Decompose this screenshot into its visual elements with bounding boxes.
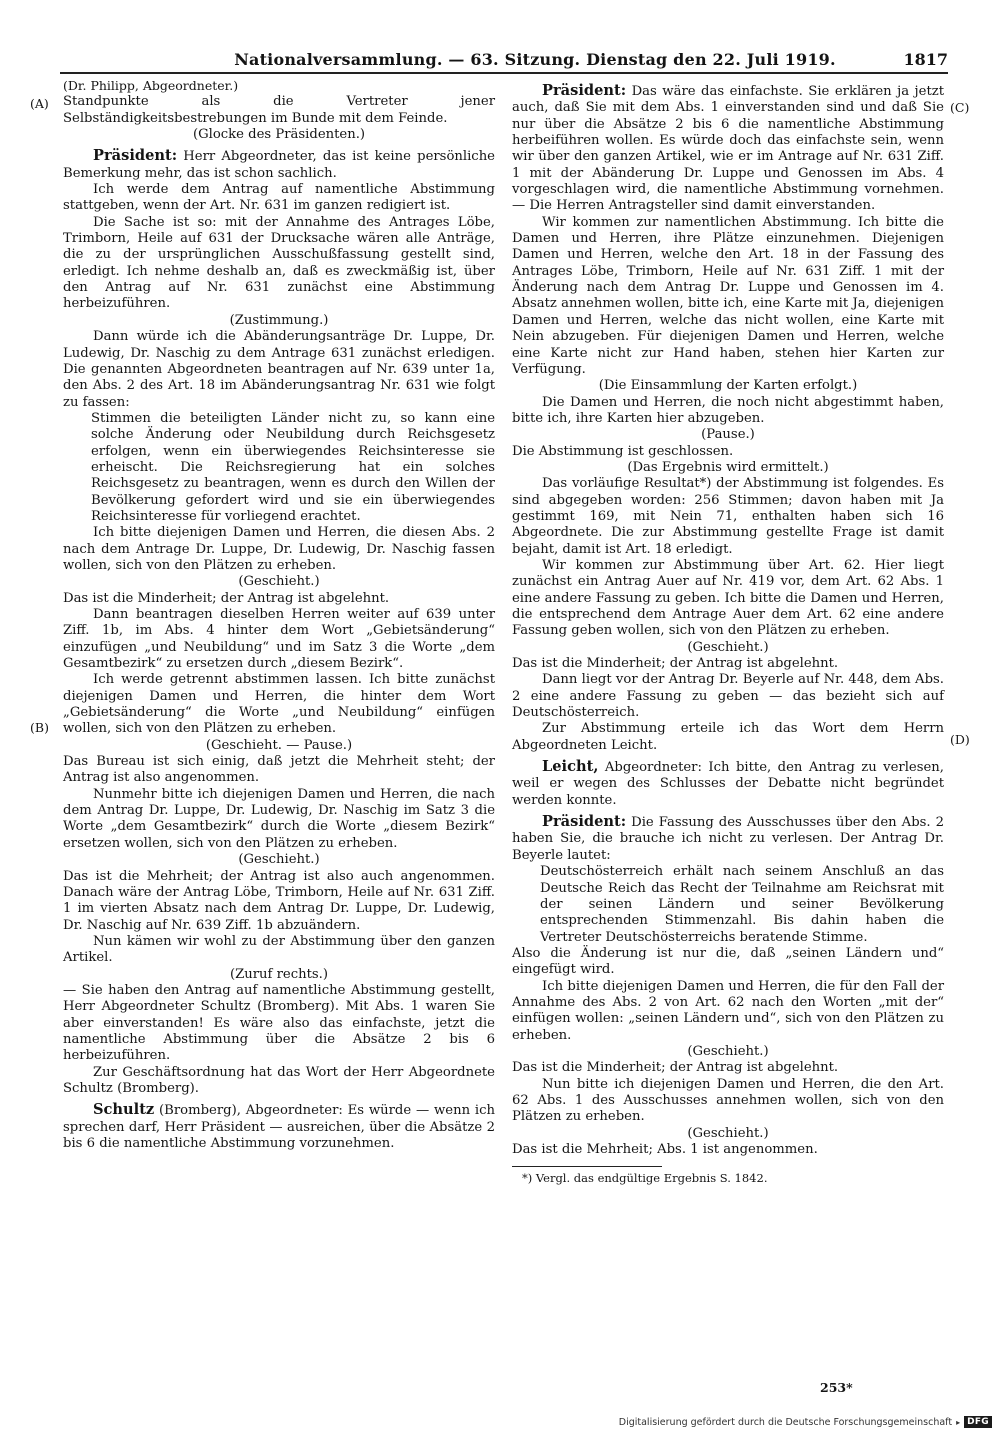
paragraph: Das ist die Minderheit; der Antrag ist abgelehnt. xyxy=(63,590,390,606)
page-header xyxy=(60,50,948,74)
stage-direction: (Geschieht.) xyxy=(238,574,320,590)
paragraph: Das ist die Mehrheit; der Antrag ist also auch angenommen. Danach wäre der Antrag Löbe, Trimborn, Heile auf Nr. 631 Ziff. 1 im vierten Absatz nach dem Antrag Dr. Luppe, Dr. Ludewig, Dr. Naschig auf Nr. 639 Ziff. 1b abzuändern. xyxy=(63,868,495,933)
paragraph: Also die Änderung ist nur die, daß „seinen Ländern und“ eingefügt wird. xyxy=(512,945,944,978)
stage-direction: (Geschieht.) xyxy=(687,1043,769,1059)
paragraph: Ich werde dem Antrag auf namentliche Abstimmung stattgeben, wenn der Art. Nr. 631 im ganzen redigiert ist. xyxy=(63,182,495,214)
quoted-text: Stimmen die beteiligten Länder nicht zu, so kann eine solche Änderung oder Neubildung durch Reichsgesetz erfolgen, wenn ein überwiegendes Reichsinteresse sie erheischt. Die Reichsregierung hat ein solches Reichsgesetz zu beantragen, wenn es durch den Willen der Bevölkerung gefordert wird und sie ein überwiegendes Reichsinteresse für vorliegend erachtet. xyxy=(91,410,495,524)
paragraph: Die Damen und Herren, die noch nicht abgestimmt haben, bitte ich, ihre Karten hier abzugeben. xyxy=(512,394,944,426)
speech-text: Abgeordneter: Ich bitte, den Antrag zu verlesen, weil er wegen des Schlusses der Debatte nicht begründet werden konnte. xyxy=(512,760,944,808)
stage-direction: (Zustimmung.) xyxy=(229,312,329,328)
paragraph: Ich bitte diejenigen Damen und Herren, die diesen Abs. 2 nach dem Antrage Dr. Luppe, Dr. Ludewig, Dr. Naschig fassen wollen, sich von den Plätzen zu erheben. xyxy=(63,525,495,573)
stage-direction: (Geschieht.) xyxy=(687,1125,769,1141)
speech-paragraph xyxy=(63,1102,495,1152)
paragraph: Dann liegt vor der Antrag Dr. Beyerle auf Nr. 448, dem Abs. 2 eine andere Fassung zu geben — das bezieht sich auf Deutschösterreich. xyxy=(512,672,944,721)
margin-mark-c: (C) xyxy=(950,100,970,115)
running-title: Nationalversammlung. — 63. Sitzung. Dienstag den 22. Juli 1919. xyxy=(234,50,836,69)
quoted-text: Deutschösterreich erhält nach seinem Anschluß an das Deutsche Reich das Recht der Teilnahme am Reichsrat mit der seinen Ländern und seiner Bevölkerung entsprechenden Stimmenzahl. Bis dahin haben die Vertreter Deutschösterreichs beratende Stimme. xyxy=(540,864,944,945)
stage-direction: (Zuruf rechts.) xyxy=(229,966,329,982)
speaker-continuation: (Dr. Philipp, Abgeordneter.) xyxy=(63,78,239,93)
stage-direction: (Das Ergebnis wird ermittelt.) xyxy=(627,459,829,475)
margin-mark-a: (A) xyxy=(30,96,49,111)
left-column xyxy=(63,78,495,1152)
paragraph: Dann würde ich die Abänderungsanträge Dr. Luppe, Dr. Ludewig, Dr. Naschig zu dem Antrage 631 zunächst erledigen. Die genannten Abgeordneten beantragen auf Nr. 639 unter 1a, den Abs. 2 des Art. 18 im Abänderungsantrag Nr. 631 wie folgt zu fassen: xyxy=(63,329,495,410)
dfg-logo-icon: ▸ xyxy=(956,1417,961,1427)
paragraph: Nun bitte ich diejenigen Damen und Herren, die den Art. 62 Abs. 1 des Ausschusses annehmen wollen, sich von den Plätzen zu erheben. xyxy=(512,1076,944,1125)
paragraph: Nunmehr bitte ich diejenigen Damen und Herren, die nach dem Antrag Dr. Luppe, Dr. Ludewig, Dr. Naschig im Satz 3 die Worte „dem Gesamtbezirk“ durch die Worte „diesem Bezirk“ ersetzen wollen, sich von den Plätzen zu erheben. xyxy=(63,786,495,851)
paragraph: Nun kämen wir wohl zu der Abstimmung über den ganzen Artikel. xyxy=(63,933,495,966)
paragraph: Dann beantragen dieselben Herren weiter auf 639 unter Ziff. 1b, im Abs. 4 hinter dem Wort „Gebietsänderung“ einzufügen „und Neubildung“ und im Satz 3 die Worte „dem Gesamtbezirk“ zu ersetzen durch „diesem Bezirk“. xyxy=(63,607,495,672)
speaker-name: Präsident: xyxy=(93,147,178,165)
paragraph: — Sie haben den Antrag auf namentliche Abstimmung gestellt, Herr Abgeordneter Schultz (Bromberg). Mit Abs. 1 waren Sie aber einverstanden! Es wäre also das einfachste, jetzt die namentliche Abstimmung über die Absätze 2 bis 6 herbeizuführen. xyxy=(63,982,495,1064)
dfg-credit-text: Digitalisierung gefördert durch die Deutsche Forschungsgemeinschaft xyxy=(618,1416,953,1428)
paragraph: Wir kommen zur Abstimmung über Art. 62. Hier liegt zunächst ein Antrag Auer auf Nr. 419 vor, dem Art. 62 Abs. 1 eine andere Fassung zu geben. Ich bitte die Damen und Herren, die entsprechend dem Antrage Auer dem Art. 62 eine andere Fassung geben wollen, sich von den Plätzen zu erheben. xyxy=(512,557,944,639)
paragraph: Die Abstimmung ist geschlossen. xyxy=(512,443,734,459)
speaker-name: Präsident: xyxy=(542,82,627,99)
footnote: *) Vergl. das endgültige Ergebnis S. 1842. xyxy=(522,1171,768,1186)
paragraph: Das ist die Minderheit; der Antrag ist abgelehnt. xyxy=(512,656,839,672)
speech-paragraph xyxy=(512,759,944,809)
paragraph: Das ist die Minderheit; der Antrag ist abgelehnt. xyxy=(512,1060,839,1076)
print-signature: 253* xyxy=(820,1380,853,1395)
speech-text: (Bromberg), Abgeordneter: Es würde — wenn ich sprechen darf, Herr Präsident — ausreichen, über die Absätze 2 bis 6 die namentliche Abstimmung vorzunehmen. xyxy=(63,1103,495,1151)
stage-direction: (Glocke des Präsidenten.) xyxy=(192,127,366,143)
paragraph: Ich bitte diejenigen Damen und Herren, die für den Fall der Annahme des Abs. 2 von Art. 62 nach den Worten „mit der“ einfügen wollen: „seinen Ländern und“, sich von den Plätzen zu erheben. xyxy=(512,978,944,1043)
stage-direction: (Pause.) xyxy=(701,427,755,443)
paragraph: Die Sache ist so: mit der Annahme des Antrages Löbe, Trimborn, Heile auf 631 der Drucksache wären alle Anträge, die zu der ursprünglichen Ausschußfassung gestellt sind, erledigt. Ich nehme deshalb an, daß es zweckmäßig ist, über den Antrag auf Nr. 631 zunächst eine Abstimmung herbeizuführen. xyxy=(63,214,495,312)
paragraph: Wir kommen zur namentlichen Abstimmung. Ich bitte die Damen und Herren, ihre Plätze einzunehmen. Diejenigen Damen und Herren, welche den Art. 18 in der Fassung des Antrages Löbe, Trimborn, Heile auf Nr. 631 Ziff. 1 mit der Änderung nach dem Antrag Dr. Luppe und Genossen im 4. Absatz annehmen wollen, bitte ich, eine Karte mit Ja, diejenigen Damen und Herren, welche das nicht wollen, eine Karte mit Nein abzugeben. Für diejenigen Damen und Herren, welche eine Karte nicht zur Hand haben, stehen hier Karten zur Verfügung. xyxy=(512,214,944,377)
speech-paragraph xyxy=(512,814,944,864)
right-column xyxy=(512,78,944,1187)
speaker-name: Schultz xyxy=(93,1101,155,1119)
footnote-rule xyxy=(512,1166,662,1167)
paragraph: Zur Abstimmung erteile ich das Wort dem Herrn Abgeordneten Leicht. xyxy=(512,721,944,753)
margin-mark-d: (D) xyxy=(950,732,970,747)
page-number: 1817 xyxy=(903,50,948,69)
speaker-name: Leicht, xyxy=(542,758,599,776)
dfg-credit xyxy=(619,1416,992,1428)
stage-direction: (Geschieht.) xyxy=(238,852,320,868)
paragraph: Standpunkte als die Vertreter jener Selbständigkeitsbestrebungen im Bunde mit dem Feinde. xyxy=(63,94,495,126)
dfg-logo: DFG xyxy=(964,1416,992,1428)
paragraph: Das ist die Mehrheit; Abs. 1 ist angenommen. xyxy=(512,1142,818,1157)
speech-text: Die Fassung des Ausschusses über den Abs. 2 haben Sie, die brauche ich nicht zu verlesen. Der Antrag Dr. Beyerle lautet: xyxy=(512,815,944,863)
paragraph: Zur Geschäftsordnung hat das Wort der Herr Abgeordnete Schultz (Bromberg). xyxy=(63,1064,495,1096)
paragraph: Das vorläufige Resultat*) der Abstimmung ist folgendes. Es sind abgegeben worden: 256 Stimmen; davon haben mit Ja gestimmt 169, mit Nein 71, enthalten haben sich 16 Abgeordnete. Die zur Abstimmung gestellte Frage ist damit bejaht, damit ist Art. 18 erledigt. xyxy=(512,476,944,557)
margin-mark-b: (B) xyxy=(30,720,49,735)
paragraph: Das Bureau ist sich einig, daß jetzt die Mehrheit steht; der Antrag ist also angenommen. xyxy=(63,754,495,786)
speech-paragraph xyxy=(63,148,495,182)
stage-direction: (Geschieht. — Pause.) xyxy=(205,737,353,753)
speech-paragraph xyxy=(512,83,944,215)
paragraph: Ich werde getrennt abstimmen lassen. Ich bitte zunächst diejenigen Damen und Herren, die hinter dem Wort „Gebietsänderung“ die Worte „und Neubildung“ einfügen wollen, sich von den Plätzen zu erheben. xyxy=(63,672,495,737)
stage-direction: (Geschieht.) xyxy=(687,639,769,655)
stage-direction: (Die Einsammlung der Karten erfolgt.) xyxy=(598,378,858,394)
speech-text: Herr Abgeordneter, das ist keine persönliche Bemerkung mehr, das ist schon sachlich. xyxy=(63,149,495,181)
speaker-name: Präsident: xyxy=(542,813,627,831)
speech-text: Das wäre das einfachste. Sie erklären ja jetzt auch, daß Sie mit dem Abs. 1 einverstanden sind und daß Sie nur über die Absätze 2 bis 6 die namentliche Abstimmung herbeiführen wollen. Es würde doch das einfachste sein, wenn wir über den ganzen Artikel, wie er im Antrage auf Nr. 631 Ziff. 1 mit der Abänderung Dr. Luppe und Genossen im Abs. 4 vorgeschlagen wird, die namentliche Abstimmung vornehmen. — Die Herren Antragsteller sind damit einverstanden. xyxy=(512,84,944,214)
